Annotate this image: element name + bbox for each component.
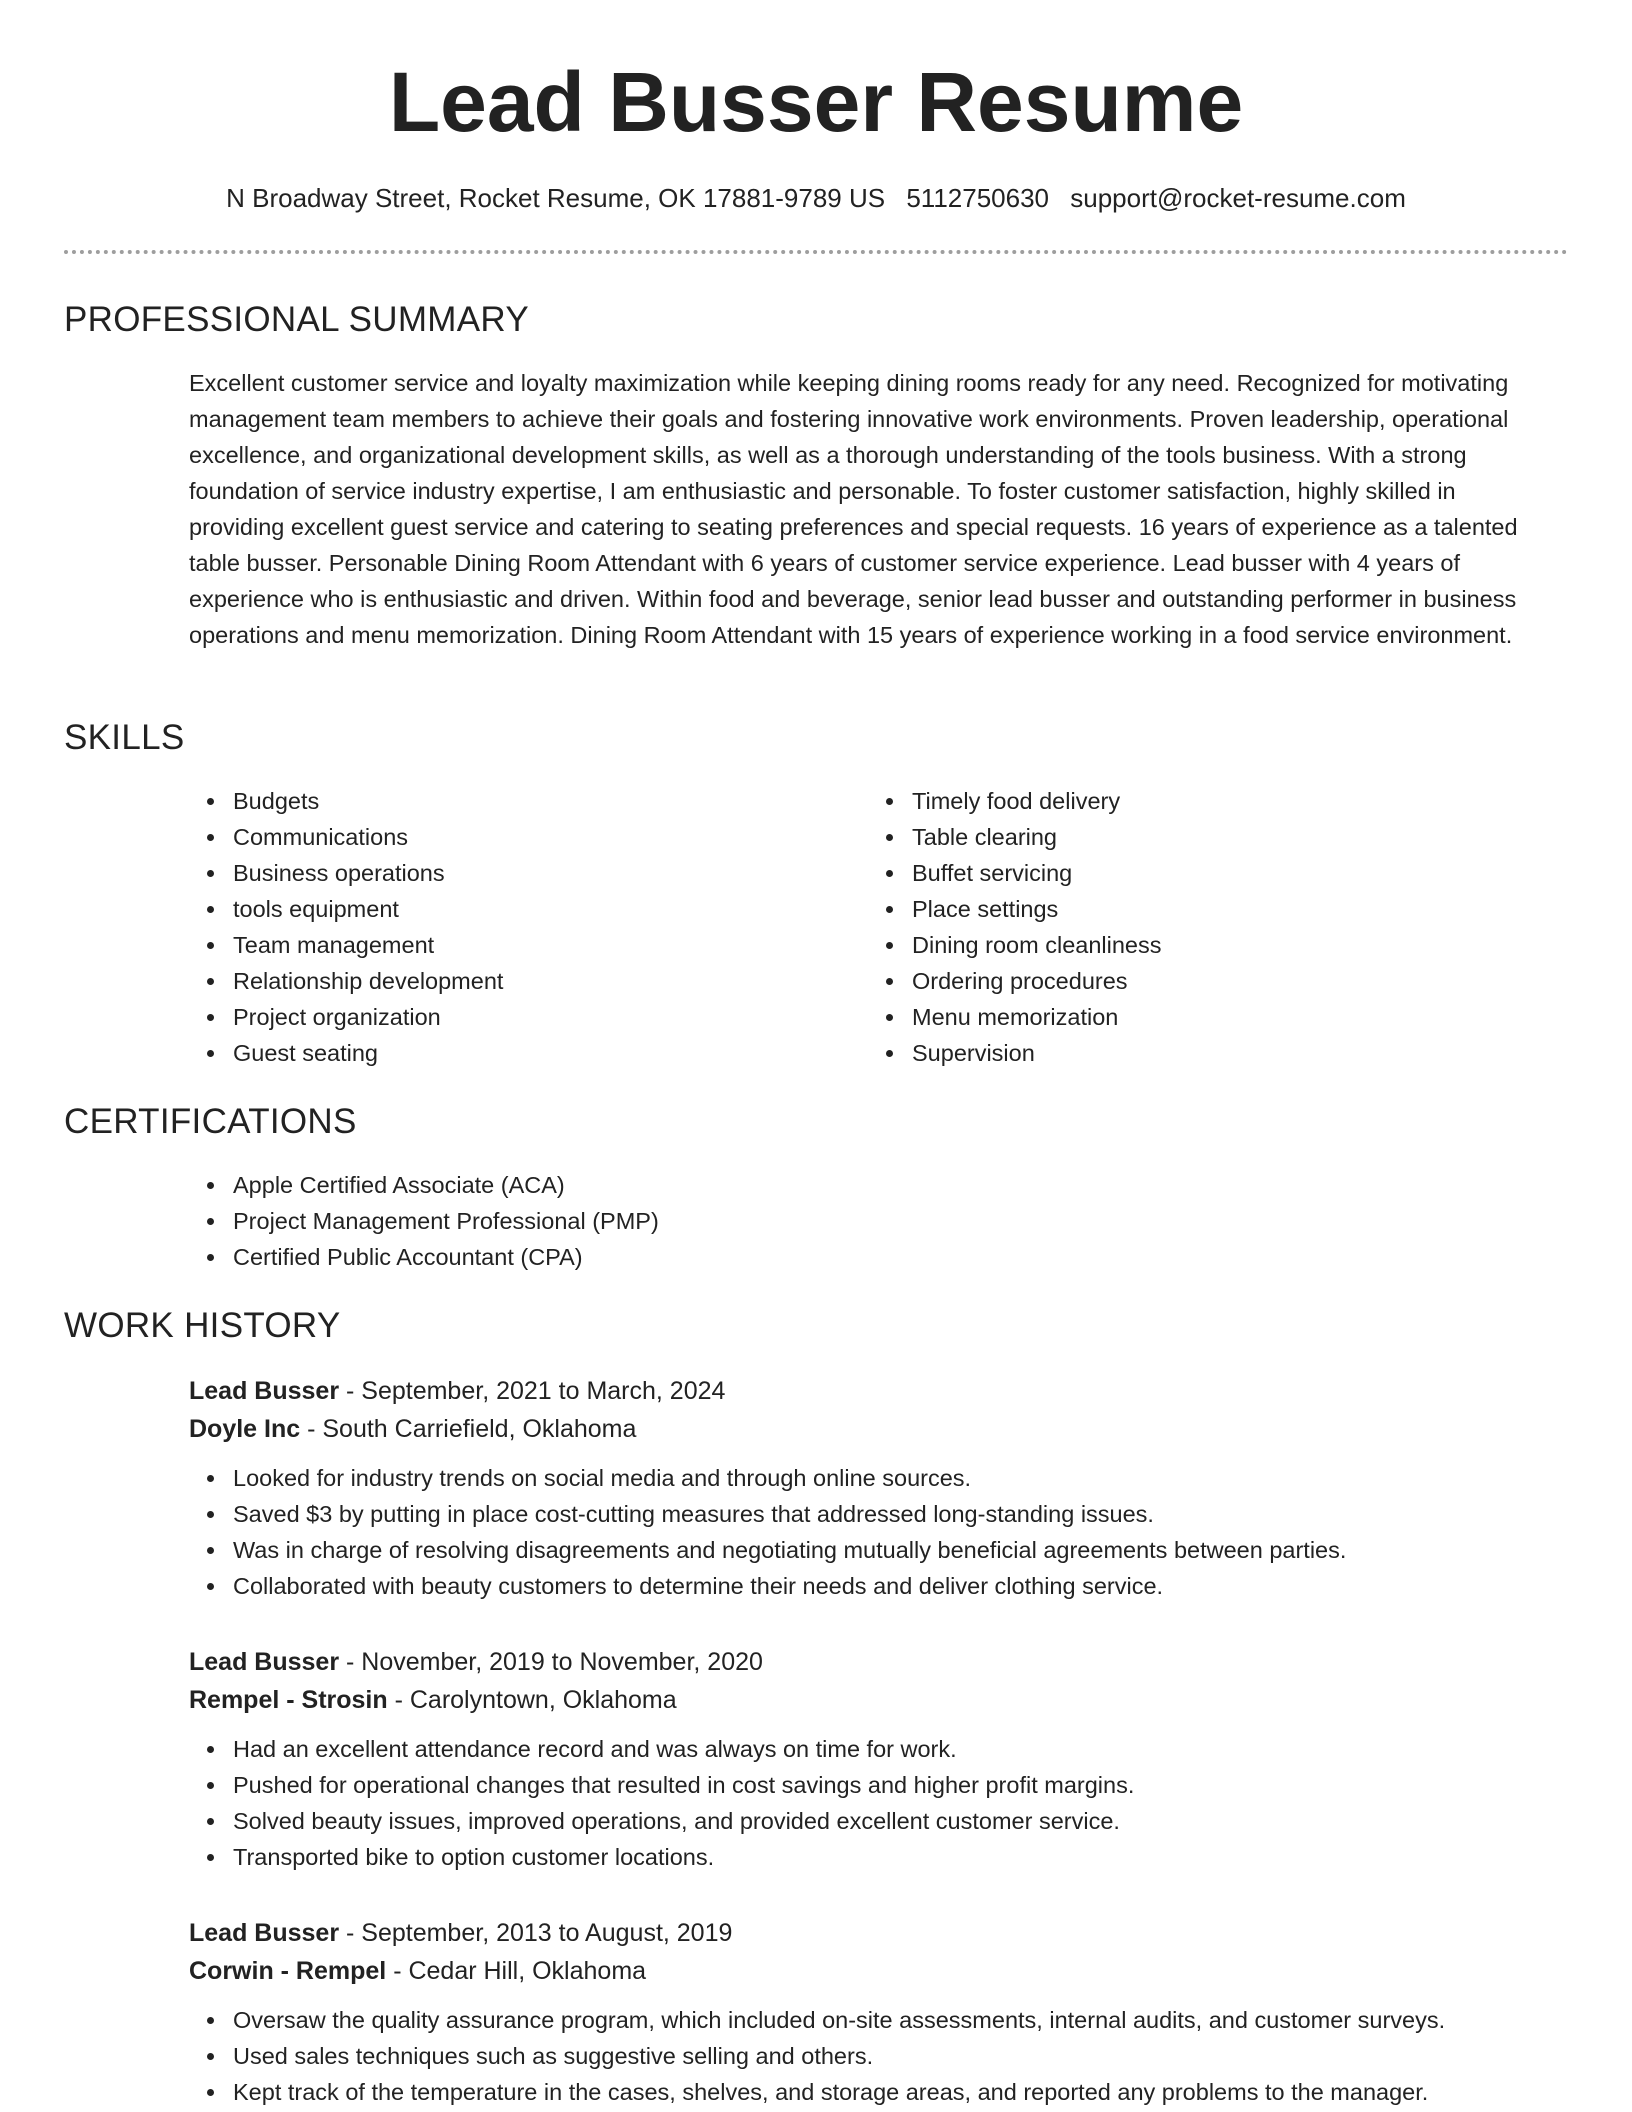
page-title: Lead Busser Resume <box>388 55 1244 149</box>
skills-list-left <box>189 783 503 1071</box>
skill-item: Place settings <box>912 891 1161 927</box>
job-entry <box>189 1914 1589 2110</box>
job-dates: - September, 2021 to March, 2024 <box>339 1377 726 1405</box>
job-title: Lead Busser <box>189 1377 340 1405</box>
job-title: Lead Busser <box>189 1919 340 1947</box>
contact-email: support@rocket-resume.com <box>1070 183 1406 213</box>
job-title-line <box>189 1643 1589 1681</box>
skill-item: Guest seating <box>233 1035 503 1071</box>
job-entry <box>189 1643 1589 1875</box>
job-duties-list <box>189 1460 1589 1604</box>
skill-item: Relationship development <box>233 963 503 999</box>
skill-item: Supervision <box>912 1035 1161 1071</box>
skill-item: Dining room cleanliness <box>912 927 1161 963</box>
job-duty: Looked for industry trends on social media and through online sources. <box>233 1460 1589 1496</box>
skill-item: Project organization <box>233 999 503 1035</box>
job-duty: Collaborated with beauty customers to determine their needs and deliver clothing service. <box>233 1568 1589 1604</box>
certifications-list <box>189 1167 659 1275</box>
job-duty: Was in charge of resolving disagreements and negotiating mutually beneficial agreements between parties. <box>233 1532 1589 1568</box>
job-entry <box>189 1372 1589 1604</box>
skill-item: Team management <box>233 927 503 963</box>
job-company: Corwin - Rempel <box>189 1957 387 1985</box>
job-location: - Carolyntown, Oklahoma <box>387 1686 677 1714</box>
skill-item: Buffet servicing <box>912 855 1161 891</box>
job-duty: Transported bike to option customer locations. <box>233 1839 1589 1875</box>
job-company-line <box>189 1952 1589 1990</box>
job-duty: Solved beauty issues, improved operations, and provided excellent customer service. <box>233 1803 1589 1839</box>
skills-list-right <box>868 783 1161 1071</box>
certification-item: Certified Public Accountant (CPA) <box>233 1239 659 1275</box>
job-duty: Oversaw the quality assurance program, which included on-site assessments, internal audits, and customer surveys. <box>233 2002 1589 2038</box>
job-location: - Cedar Hill, Oklahoma <box>386 1957 647 1985</box>
skill-item: Table clearing <box>912 819 1161 855</box>
job-duty: Saved $3 by putting in place cost-cutting measures that addressed long-standing issues. <box>233 1496 1589 1532</box>
section-heading-summary: PROFESSIONAL SUMMARY <box>64 300 529 339</box>
skill-item: tools equipment <box>233 891 503 927</box>
job-title: Lead Busser <box>189 1648 340 1676</box>
skill-item: Timely food delivery <box>912 783 1161 819</box>
contact-phone: 5112750630 <box>906 183 1050 213</box>
skill-item: Business operations <box>233 855 503 891</box>
summary-text: Excellent customer service and loyalty maximization while keeping dining rooms ready for any need. Recognized for motivating management team members to achieve their goals and fostering innovative work environments. Proven leadership, operational excellence, and organizational development skills, as well as a thorough understanding of the tools business. With a strong foundation of service industry expertise, I am enthusiastic and personable. To foster customer satisfaction, highly skilled in providing excellent guest service and catering to seating preferences and special requests. 16 years of experience as a talented table busser. Personable Dining Room Attendant with 6 years of customer service experience. Lead busser with 4 years of experience who is enthusiastic and driven. Within food and beverage, senior lead busser and outstanding performer in business operations and menu memorization. Dining Room Attendant with 15 years of experience working in a food service environment. <box>189 370 1518 648</box>
job-dates: - November, 2019 to November, 2020 <box>339 1648 763 1676</box>
job-duty: Had an excellent attendance record and was always on time for work. <box>233 1731 1589 1767</box>
section-heading-work-history: WORK HISTORY <box>64 1306 341 1345</box>
contact-address: N Broadway Street, Rocket Resume, OK 17881-9789 US <box>226 183 886 213</box>
job-title-line <box>189 1372 1589 1410</box>
job-company: Rempel - Strosin <box>189 1686 388 1714</box>
job-company: Doyle Inc <box>189 1415 301 1443</box>
job-duty: Kept track of the temperature in the cases, shelves, and storage areas, and reported any problems to the manager. <box>233 2074 1589 2110</box>
job-duties-list <box>189 1731 1589 1875</box>
job-duties-list <box>189 2002 1589 2110</box>
skill-item: Budgets <box>233 783 503 819</box>
certification-item: Apple Certified Associate (ACA) <box>233 1167 659 1203</box>
skill-item: Ordering procedures <box>912 963 1161 999</box>
section-heading-certifications: CERTIFICATIONS <box>64 1102 357 1141</box>
job-company-line <box>189 1410 1589 1448</box>
job-title-line <box>189 1914 1589 1952</box>
job-location: - South Carriefield, Oklahoma <box>300 1415 637 1443</box>
section-heading-skills: SKILLS <box>64 718 185 757</box>
header-divider <box>64 250 1568 254</box>
job-dates: - September, 2013 to August, 2019 <box>339 1919 733 1947</box>
certification-item: Project Management Professional (PMP) <box>233 1203 659 1239</box>
skill-item: Communications <box>233 819 503 855</box>
contact-line <box>0 180 1632 216</box>
job-duty: Used sales techniques such as suggestive selling and others. <box>233 2038 1589 2074</box>
skill-item: Menu memorization <box>912 999 1161 1035</box>
job-company-line <box>189 1681 1589 1719</box>
job-duty: Pushed for operational changes that resulted in cost savings and higher profit margins. <box>233 1767 1589 1803</box>
